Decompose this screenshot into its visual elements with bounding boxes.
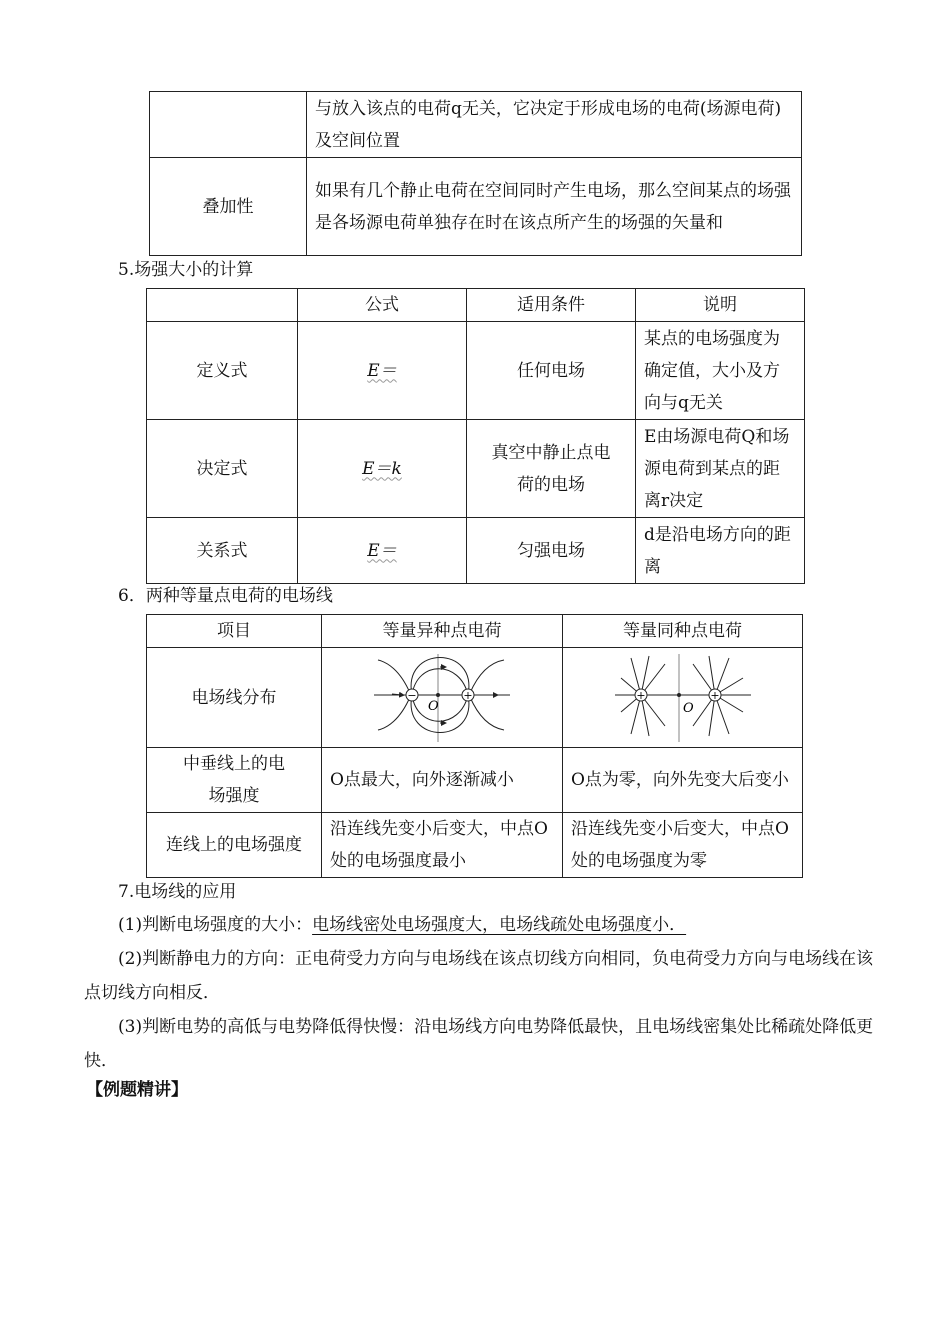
row-label: 中垂线上的电场强度 xyxy=(147,748,322,813)
like-charges-cell: O点为零，向外先变大后变小 xyxy=(563,748,803,813)
properties-table xyxy=(149,91,802,256)
section-5-heading: 5.场强大小的计算 xyxy=(118,260,254,280)
formula-cell xyxy=(298,322,467,420)
underlined-text: 电场线密处电场强度大，电场线疏处电场强度小． xyxy=(312,915,687,935)
application-paragraph-3: (3)判断电势的高低与电势降低得快慢：沿电场线方向电势降低最快，且电场线密集处比稀疏处降低更快． xyxy=(84,1017,874,1071)
formula: E＝ xyxy=(367,540,397,561)
like-charges-diagram-cell xyxy=(563,648,803,748)
like-charges-field-diagram xyxy=(613,650,753,746)
condition: 真空中静止点电荷的电场 xyxy=(467,420,636,518)
row-label: 电场线分布 xyxy=(147,648,322,748)
table-header xyxy=(147,289,298,322)
condition: 任何电场 xyxy=(467,322,636,420)
formula-cell xyxy=(298,420,467,518)
opposite-charges-cell: O点最大，向外逐渐减小 xyxy=(322,748,563,813)
midpoint-o-label: O xyxy=(682,700,694,716)
positive-charge-symbol: + xyxy=(463,688,473,702)
note: d是沿电场方向的距离 xyxy=(636,518,805,584)
table-header: 项目 xyxy=(147,615,322,648)
positive-charge-symbol: + xyxy=(709,688,720,702)
property-label: 叠加性 xyxy=(150,158,307,256)
note: 某点的电场强度为确定值，大小及方向与q无关 xyxy=(636,322,805,420)
formula-cell xyxy=(298,518,467,584)
formula-name: 关系式 xyxy=(147,518,298,584)
property-label xyxy=(150,92,307,158)
formula: E＝ xyxy=(367,360,397,381)
like-charges-cell: 沿连线先变小后变大，中点O处的电场强度为零 xyxy=(563,813,803,878)
row-label: 连线上的电场强度 xyxy=(147,813,322,878)
paragraph-prefix: (1)判断电场强度的大小： xyxy=(118,915,313,935)
note: E由场源电荷Q和场源电荷到某点的距离r决定 xyxy=(636,420,805,518)
opposite-charges-cell: 沿连线先变小后变大，中点O处的电场强度最小 xyxy=(322,813,563,878)
table-header: 等量同种点电荷 xyxy=(563,615,803,648)
table-header: 公式 xyxy=(298,289,467,322)
property-desc: 与放入该点的电荷q无关，它决定于形成电场的电荷(场源电荷)及空间位置 xyxy=(307,92,802,158)
formula: E＝k xyxy=(362,458,402,479)
application-paragraph-2: (2)判断静电力的方向：正电荷受力方向与电场线在该点切线方向相同，负电荷受力方向与电场线在该点切线方向相反． xyxy=(84,949,874,1003)
opposite-charges-field-diagram xyxy=(372,650,512,746)
formula-name: 定义式 xyxy=(147,322,298,420)
section-7-heading: 7.电场线的应用 xyxy=(118,882,237,902)
opposite-charges-diagram-cell xyxy=(322,648,563,748)
section-6-heading: 6．两种等量点电荷的电场线 xyxy=(118,586,333,606)
table-header: 说明 xyxy=(636,289,805,322)
application-paragraph-1 xyxy=(84,908,874,942)
table-header: 等量异种点电荷 xyxy=(322,615,563,648)
table-header: 适用条件 xyxy=(467,289,636,322)
negative-charge-symbol: − xyxy=(407,688,417,702)
formula-name: 决定式 xyxy=(147,420,298,518)
condition: 匀强电场 xyxy=(467,518,636,584)
positive-charge-symbol: + xyxy=(635,688,646,702)
field-lines-table xyxy=(146,614,803,878)
property-desc: 如果有几个静止电荷在空间同时产生电场，那么空间某点的场强是各场源电荷单独存在时在该点所产生的场强的矢量和 xyxy=(307,158,802,256)
field-strength-table xyxy=(146,288,805,584)
example-heading: 【例题精讲】 xyxy=(86,1080,188,1100)
midpoint-o-label: O xyxy=(428,698,439,714)
